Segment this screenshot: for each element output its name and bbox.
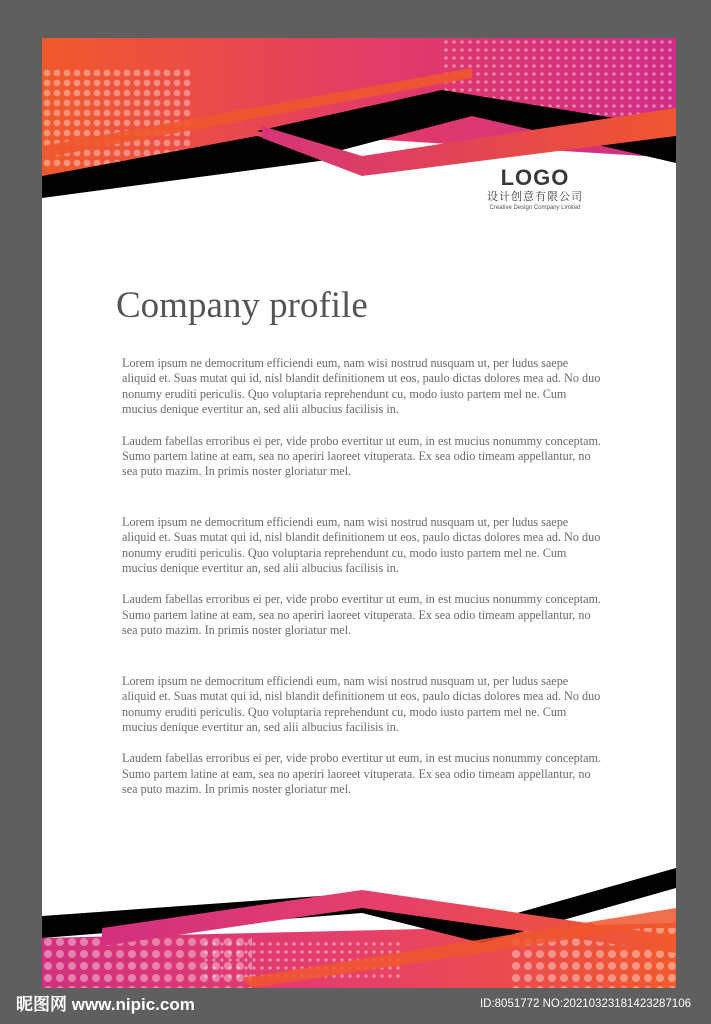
paragraph: Lorem ipsum ne democritum efficiendi eum, nam wisi nostrud nusquam ut, per ludus saepe aliquid et. Suas mutat qui id, nisl blandit definitionem ut eos, paulo dictas dolores mea ad. No duo nonumy eruditi periculis. Quo voluptaria reprehendunt cu, modo iusto partem mel ne. Cum mucius denique evertitur an, sed alii albucius facilisis in.	[122, 356, 601, 417]
paragraph: Laudem fabellas erroribus ei per, vide probo evertitur ut eum, in est mucius nonummy conceptam. Sumo partem latine at eam, sea no aperiri laoreet vituperata. Ex sea odio timeam appellantur, no sea puto mazim. In primis noster gloriatur mel.	[122, 592, 602, 638]
paragraph: Laudem fabellas erroribus ei per, vide probo evertitur ut eum, in est mucius nonummy conceptam. Sumo partem latine at eam, sea no aperiri laoreet vituperata. Ex sea odio timeam appellantur, no sea puto mazim. In primis noster gloriatur mel.	[122, 751, 602, 797]
body-text	[122, 356, 602, 798]
footer-decoration	[42, 828, 676, 988]
paragraph: Laudem fabellas erroribus ei per, vide probo evertitur ut eum, in est mucius nonummy conceptam. Sumo partem latine at eam, sea no aperiri laoreet vituperata. Ex sea odio timeam appellantur, no sea puto mazim. In primis noster gloriatur mel.	[122, 433, 602, 479]
watermark-id: ID:8051772 NO:20210323181423287106	[479, 998, 691, 1010]
paragraph: Lorem ipsum ne democritum efficiendi eum, nam wisi nostrud nusquam ut, per ludus saepe aliquid et. Suas mutat qui id, nisl blandit definitionem ut eos, paulo dictas dolores mea ad. No duo nonumy eruditi periculis. Quo voluptaria reprehendunt cu, modo iusto partem mel ne. Cum mucius denique evertitur an, sed alii albucius facilisis in.	[122, 673, 601, 734]
paragraph: Lorem ipsum ne democritum efficiendi eum, nam wisi nostrud nusquam ut, per ludus saepe aliquid et. Suas mutat qui id, nisl blandit definitionem ut eos, paulo dictas dolores mea ad. No duo nonumy eruditi periculis. Quo voluptaria reprehendunt cu, modo iusto partem mel ne. Cum mucius denique evertitur an, sed alii albucius facilisis in.	[122, 514, 601, 576]
letterhead-page	[42, 38, 676, 988]
watermark-site: 昵图网 www.nipic.com	[16, 995, 195, 1014]
logo-english-name: Creative Design Company Limited	[489, 205, 581, 211]
company-logo	[465, 166, 605, 212]
document-title: Company profile	[116, 285, 368, 326]
logo-chinese-name: 设计创意有限公司	[487, 190, 583, 203]
logo-title: LOGO	[500, 165, 570, 190]
